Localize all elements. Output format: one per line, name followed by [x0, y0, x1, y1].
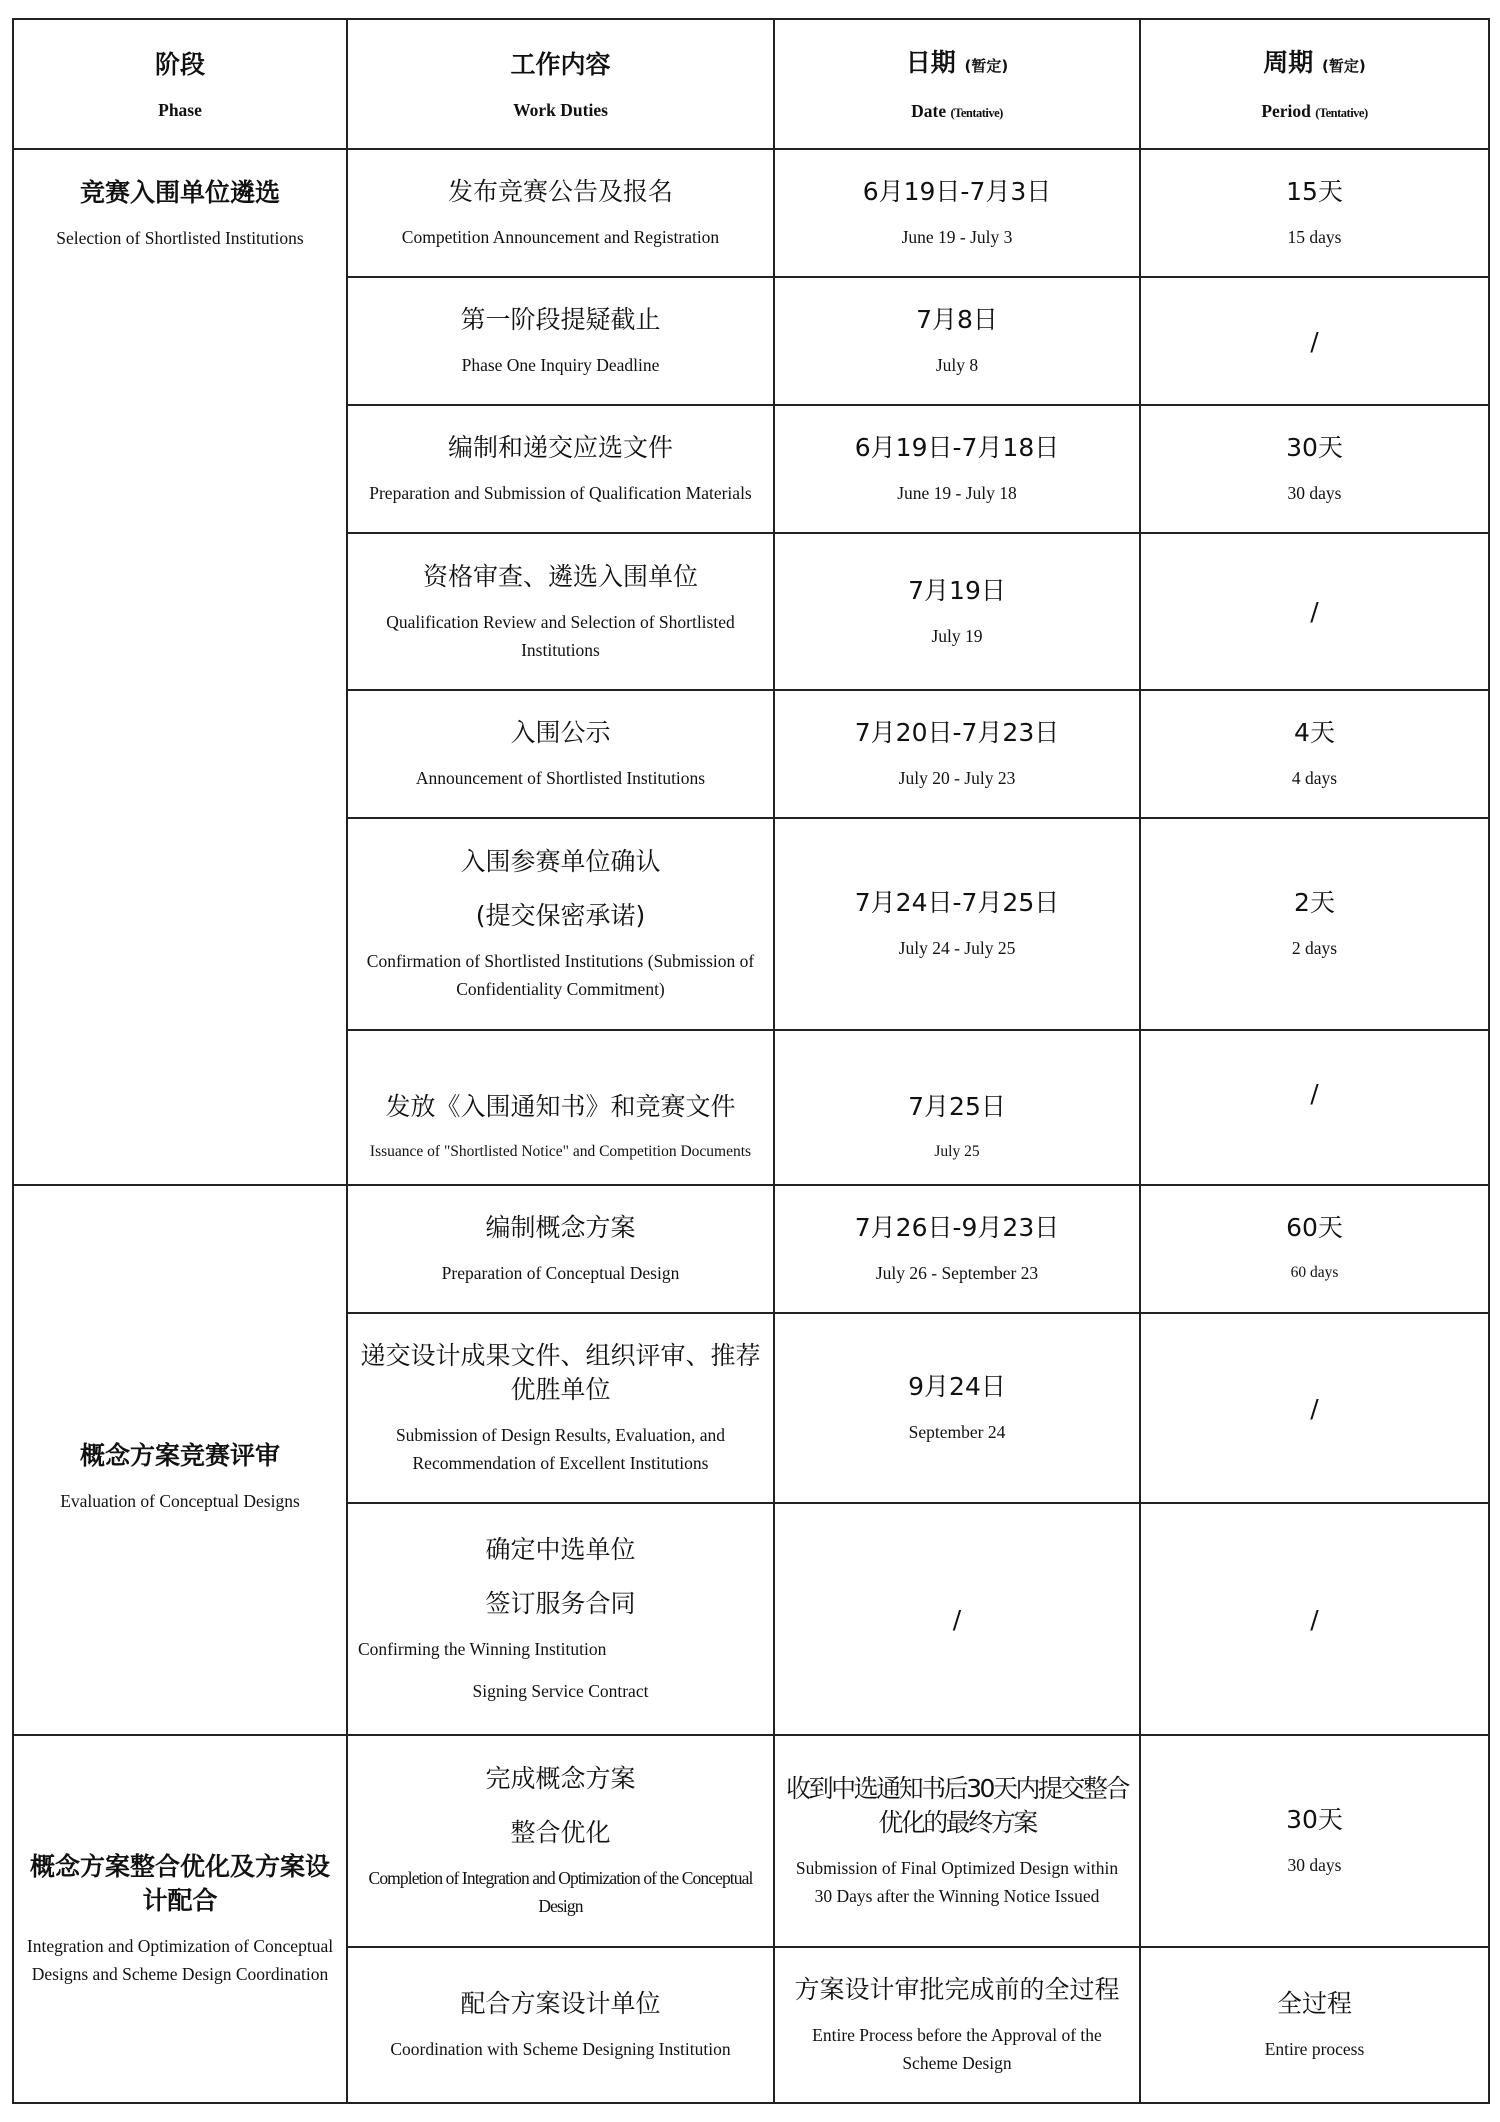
- date-cell: 7月8日 July 8: [774, 277, 1140, 405]
- duty-cell: 确定中选单位 签订服务合同 Confirming the Winning Institution Signing Service Contract: [347, 1503, 774, 1735]
- duty-cell: 入围参赛单位确认 (提交保密承诺) Confirmation of Shortlisted Institutions (Submission of Confidentiality Commitment): [347, 818, 774, 1030]
- duty-cell: 编制和递交应选文件 Preparation and Submission of Qualification Materials: [347, 405, 774, 533]
- header-period-zh: 周期: [1263, 48, 1314, 77]
- phase-cell-2: 概念方案竞赛评审 Evaluation of Conceptual Designs: [13, 1185, 347, 1735]
- period-cell: /: [1140, 1030, 1489, 1185]
- period-cell: 2天 2 days: [1140, 818, 1489, 1030]
- date-cell: 7月25日 July 25: [774, 1030, 1140, 1185]
- duty-cell: 第一阶段提疑截止 Phase One Inquiry Deadline: [347, 277, 774, 405]
- header-period-note: (暂定): [1322, 57, 1366, 75]
- phase-cell-1: 竞赛入围单位遴选 Selection of Shortlisted Institutions: [13, 149, 347, 1185]
- header-date-note-en: (Tentative): [950, 106, 1003, 120]
- header-period-en: Period: [1261, 101, 1311, 121]
- table-row: [13, 1185, 1489, 1313]
- table-row: [13, 1735, 1489, 1947]
- date-cell: 7月19日 July 19: [774, 533, 1140, 690]
- period-cell: /: [1140, 533, 1489, 690]
- header-period: [1140, 19, 1489, 149]
- date-cell: 方案设计审批完成前的全过程 Entire Process before the Approval of the Scheme Design: [774, 1947, 1140, 2103]
- header-period-note-en: (Tentative): [1315, 106, 1368, 120]
- date-cell: 7月20日-7月23日 July 20 - July 23: [774, 690, 1140, 818]
- period-cell: /: [1140, 1313, 1489, 1503]
- header-row: [13, 19, 1489, 149]
- schedule-table: [12, 18, 1490, 2104]
- header-phase: 阶段 Phase: [13, 19, 347, 149]
- duty-cell: 入围公示 Announcement of Shortlisted Institutions: [347, 690, 774, 818]
- header-date-note: (暂定): [964, 57, 1009, 75]
- period-cell: 30天 30 days: [1140, 1735, 1489, 1947]
- header-date-en: Date: [911, 101, 947, 121]
- date-cell: 7月26日-9月23日 July 26 - September 23: [774, 1185, 1140, 1313]
- table-row: [13, 149, 1489, 277]
- duty-cell: 发放《入围通知书》和竞赛文件 Issuance of "Shortlisted Notice" and Competition Documents: [347, 1030, 774, 1185]
- period-cell: 全过程 Entire process: [1140, 1947, 1489, 2103]
- period-cell: 60天 60 days: [1140, 1185, 1489, 1313]
- date-cell: 7月24日-7月25日 July 24 - July 25: [774, 818, 1140, 1030]
- duty-cell: 发布竞赛公告及报名 Competition Announcement and Registration: [347, 149, 774, 277]
- date-cell: 收到中选通知书后30天内提交整合优化的最终方案 Submission of Final Optimized Design within 30 Days after the Winning Notice Issued: [774, 1735, 1140, 1947]
- date-cell: 9月24日 September 24: [774, 1313, 1140, 1503]
- date-cell: 6月19日-7月3日 June 19 - July 3: [774, 149, 1140, 277]
- period-cell: /: [1140, 277, 1489, 405]
- header-date: [774, 19, 1140, 149]
- period-cell: 15天 15 days: [1140, 149, 1489, 277]
- duty-cell: 配合方案设计单位 Coordination with Scheme Designing Institution: [347, 1947, 774, 2103]
- period-cell: 30天 30 days: [1140, 405, 1489, 533]
- duty-cell: 资格审查、遴选入围单位 Qualification Review and Selection of Shortlisted Institutions: [347, 533, 774, 690]
- date-cell: /: [774, 1503, 1140, 1735]
- duty-cell: 递交设计成果文件、组织评审、推荐优胜单位 Submission of Design Results, Evaluation, and Recommendation of Excellent Institutions: [347, 1313, 774, 1503]
- phase-cell-3: 概念方案整合优化及方案设计配合 Integration and Optimization of Conceptual Designs and Scheme Design Coordination: [13, 1735, 347, 2103]
- header-duties: 工作内容 Work Duties: [347, 19, 774, 149]
- header-date-zh: 日期: [905, 48, 956, 77]
- duty-cell: 完成概念方案 整合优化 Completion of Integration and Optimization of the Conceptual Design: [347, 1735, 774, 1947]
- period-cell: /: [1140, 1503, 1489, 1735]
- date-cell: 6月19日-7月18日 June 19 - July 18: [774, 405, 1140, 533]
- period-cell: 4天 4 days: [1140, 690, 1489, 818]
- duty-cell: 编制概念方案 Preparation of Conceptual Design: [347, 1185, 774, 1313]
